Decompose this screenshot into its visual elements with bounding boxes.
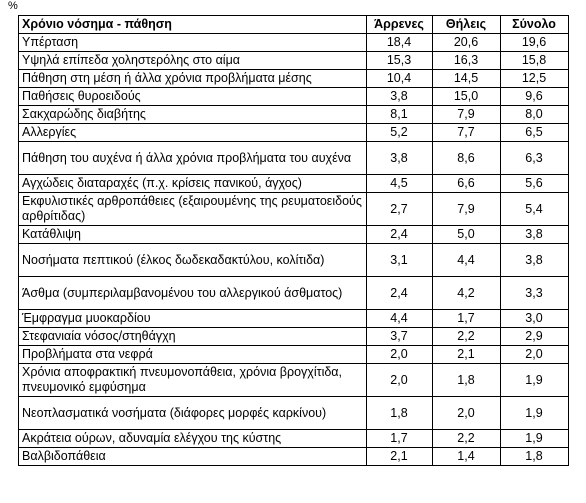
male-cell: 18,4 <box>367 34 433 52</box>
total-cell: 5,6 <box>501 175 569 193</box>
female-cell: 2,2 <box>433 430 501 448</box>
male-cell: 2,4 <box>367 277 433 310</box>
total-cell: 8,0 <box>501 106 569 124</box>
female-cell: 6,6 <box>433 175 501 193</box>
total-cell: 2,9 <box>501 328 569 346</box>
table-row <box>19 244 569 277</box>
total-cell: 1,9 <box>501 397 569 430</box>
male-cell: 3,8 <box>367 142 433 175</box>
table-row <box>19 124 569 142</box>
total-cell: 3,8 <box>501 244 569 277</box>
female-cell: 16,3 <box>433 52 501 70</box>
table-row <box>19 364 569 397</box>
header-male: Άρρενες <box>367 16 433 34</box>
total-cell: 3,8 <box>501 226 569 244</box>
male-cell: 4,4 <box>367 310 433 328</box>
condition-cell: Πάθηση στη μέση ή άλλα χρόνια προβλήματα μέσης <box>19 70 367 88</box>
table-row <box>19 106 569 124</box>
total-cell: 6,3 <box>501 142 569 175</box>
female-cell: 7,7 <box>433 124 501 142</box>
table-row <box>19 193 569 226</box>
table-row <box>19 310 569 328</box>
table-row <box>19 52 569 70</box>
male-cell: 8,1 <box>367 106 433 124</box>
condition-cell: Κατάθλιψη <box>19 226 367 244</box>
female-cell: 4,2 <box>433 277 501 310</box>
female-cell: 5,0 <box>433 226 501 244</box>
table-row <box>19 448 569 466</box>
female-cell: 15,0 <box>433 88 501 106</box>
table-row <box>19 397 569 430</box>
female-cell: 2,0 <box>433 397 501 430</box>
total-cell: 6,5 <box>501 124 569 142</box>
condition-cell: Παθήσεις θυροειδούς <box>19 88 367 106</box>
condition-cell: Νεοπλασματικά νοσήματα (διάφορες μορφές καρκίνου) <box>19 397 367 430</box>
total-cell: 1,8 <box>501 448 569 466</box>
header-female: Θήλεις <box>433 16 501 34</box>
female-cell: 1,4 <box>433 448 501 466</box>
condition-cell: Νοσήματα πεπτικού (έλκος δωδεκαδακτύλου, κολίτιδα) <box>19 244 367 277</box>
female-cell: 1,7 <box>433 310 501 328</box>
female-cell: 1,8 <box>433 364 501 397</box>
male-cell: 5,2 <box>367 124 433 142</box>
table-header-row <box>19 16 569 34</box>
male-cell: 2,0 <box>367 364 433 397</box>
condition-cell: Σακχαρώδης διαβήτης <box>19 106 367 124</box>
total-cell: 3,3 <box>501 277 569 310</box>
total-cell: 5,4 <box>501 193 569 226</box>
male-cell: 3,8 <box>367 88 433 106</box>
unit-label: % <box>8 0 18 12</box>
total-cell: 3,0 <box>501 310 569 328</box>
condition-cell: Εκφυλιστικές αρθροπάθειες (εξαιρουμένης της ρευματοειδούς αρθρίτιδας) <box>19 193 367 226</box>
male-cell: 1,8 <box>367 397 433 430</box>
female-cell: 7,9 <box>433 193 501 226</box>
male-cell: 1,7 <box>367 430 433 448</box>
table-row <box>19 175 569 193</box>
condition-cell: Υψηλά επίπεδα χοληστερόλης στο αίμα <box>19 52 367 70</box>
male-cell: 4,5 <box>367 175 433 193</box>
table-row <box>19 70 569 88</box>
total-cell: 2,0 <box>501 346 569 364</box>
condition-cell: Προβλήματα στα νεφρά <box>19 346 367 364</box>
table-row <box>19 226 569 244</box>
total-cell: 1,9 <box>501 430 569 448</box>
condition-cell: Αλλεργίες <box>19 124 367 142</box>
total-cell: 1,9 <box>501 364 569 397</box>
conditions-table <box>18 15 569 466</box>
table-row <box>19 142 569 175</box>
table-row <box>19 88 569 106</box>
total-cell: 19,6 <box>501 34 569 52</box>
female-cell: 2,2 <box>433 328 501 346</box>
female-cell: 14,5 <box>433 70 501 88</box>
condition-cell: Έμφραγμα μυοκαρδίου <box>19 310 367 328</box>
male-cell: 2,7 <box>367 193 433 226</box>
male-cell: 2,4 <box>367 226 433 244</box>
condition-cell: Άσθμα (συμπεριλαμβανομένου του αλλεργικού άσθματος) <box>19 277 367 310</box>
total-cell: 9,6 <box>501 88 569 106</box>
total-cell: 12,5 <box>501 70 569 88</box>
table-row <box>19 346 569 364</box>
female-cell: 4,4 <box>433 244 501 277</box>
condition-cell: Βαλβιδοπάθεια <box>19 448 367 466</box>
total-cell: 15,8 <box>501 52 569 70</box>
table-row <box>19 328 569 346</box>
male-cell: 3,7 <box>367 328 433 346</box>
table-row <box>19 430 569 448</box>
male-cell: 2,1 <box>367 448 433 466</box>
male-cell: 10,4 <box>367 70 433 88</box>
header-total: Σύνολο <box>501 16 569 34</box>
female-cell: 20,6 <box>433 34 501 52</box>
table-row <box>19 277 569 310</box>
male-cell: 15,3 <box>367 52 433 70</box>
header-condition: Χρόνιο νόσημα - πάθηση <box>19 16 367 34</box>
condition-cell: Υπέρταση <box>19 34 367 52</box>
female-cell: 8,6 <box>433 142 501 175</box>
condition-cell: Πάθηση του αυχένα ή άλλα χρόνια προβλήματα του αυχένα <box>19 142 367 175</box>
male-cell: 2,0 <box>367 346 433 364</box>
table-row <box>19 34 569 52</box>
condition-cell: Αγχώδεις διαταραχές (π.χ. κρίσεις πανικού, άγχος) <box>19 175 367 193</box>
male-cell: 3,1 <box>367 244 433 277</box>
female-cell: 2,1 <box>433 346 501 364</box>
condition-cell: Ακράτεια ούρων, αδυναμία ελέγχου της κύστης <box>19 430 367 448</box>
condition-cell: Στεφανιαία νόσος/στηθάγχη <box>19 328 367 346</box>
condition-cell: Χρόνια αποφρακτική πνευμονοπάθεια, χρόνια βρογχίτιδα, πνευμονικό εμφύσημα <box>19 364 367 397</box>
female-cell: 7,9 <box>433 106 501 124</box>
